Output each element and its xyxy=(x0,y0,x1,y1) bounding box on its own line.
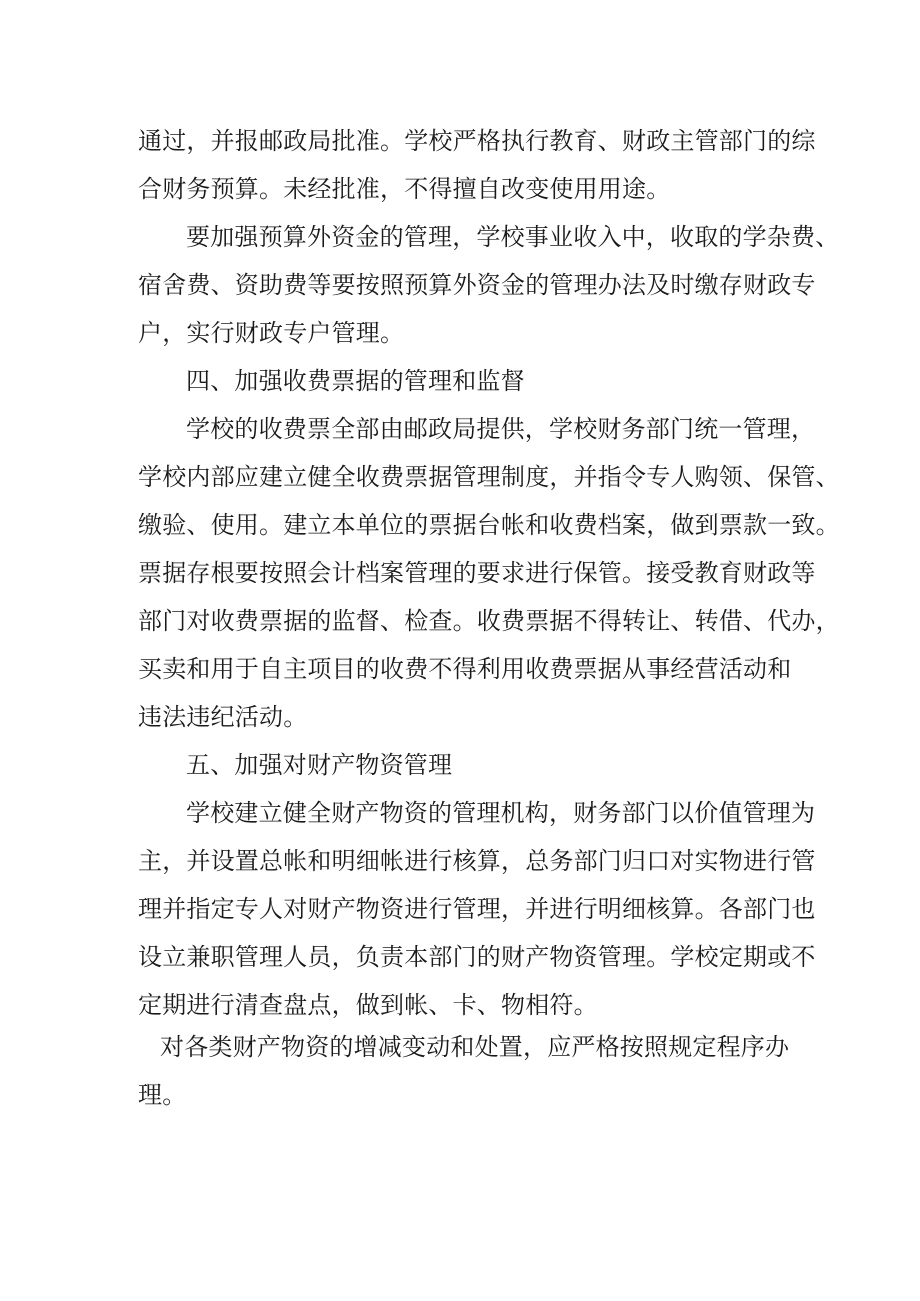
text-line: 理。 xyxy=(138,1081,187,1109)
paragraph-start-line: 学校的收费票全部由邮政局提供，学校财务部门统一管理， xyxy=(186,415,816,443)
paragraph-start-line: 要加强预算外资金的管理，学校事业收入中，收取的学杂费、 xyxy=(186,223,840,251)
text-line: 买卖和用于自主项目的收费不得利用收费票据从事经营活动和 xyxy=(138,655,792,683)
section-heading-5: 五、加强对财产物资管理 xyxy=(186,751,453,779)
text-line: 合财务预算。未经批准，不得擅自改变使用用途。 xyxy=(138,175,671,203)
text-line: 票据存根要按照会计档案管理的要求进行保管。接受教育财政等 xyxy=(138,559,816,587)
text-line: 设立兼职管理人员，负责本部门的财产物资管理。学校定期或不 xyxy=(138,943,816,971)
text-line: 学校内部应建立健全收费票据管理制度，并指令专人购领、保管、 xyxy=(138,463,840,491)
text-line: 通过，并报邮政局批准。学校严格执行教育、财政主管部门的综 xyxy=(138,127,816,155)
text-line: 主，并设置总帐和明细帐进行核算，总务部门归口对实物进行管 xyxy=(138,847,816,875)
text-line: 定期进行清查盘点，做到帐、卡、物相符。 xyxy=(138,991,598,1019)
text-line: 违法违纪活动。 xyxy=(138,703,308,731)
paragraph-start-line: 学校建立健全财产物资的管理机构，财务部门以价值管理为 xyxy=(186,799,816,827)
text-line: 部门对收费票据的监督、检查。收费票据不得转让、转借、代办， xyxy=(138,607,840,635)
paragraph-start-line: 对各类财产物资的增减变动和处置，应严格按照规定程序办 xyxy=(160,1033,790,1061)
text-line: 缴验、使用。建立本单位的票据台帐和收费档案，做到票款一致。 xyxy=(138,511,840,539)
text-line: 理并指定专人对财产物资进行管理，并进行明细核算。各部门也 xyxy=(138,895,816,923)
text-line: 宿舍费、资助费等要按照预算外资金的管理办法及时缴存财政专 xyxy=(138,271,816,299)
section-heading-4: 四、加强收费票据的管理和监督 xyxy=(186,367,525,395)
text-line: 户，实行财政专户管理。 xyxy=(138,319,405,347)
